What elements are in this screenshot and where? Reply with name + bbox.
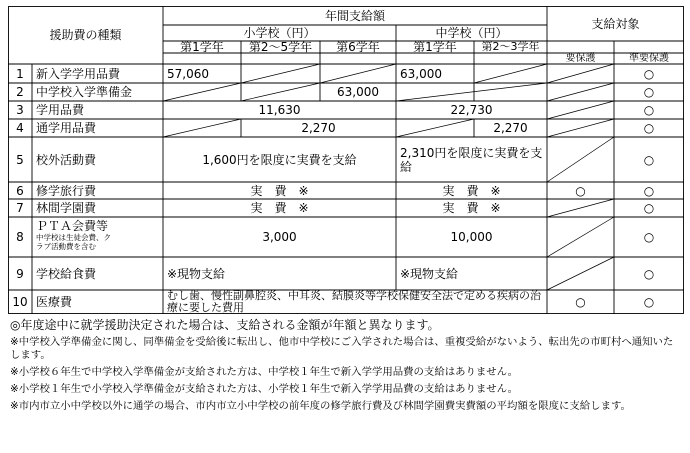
amount-junior: 22,730 (450, 103, 493, 117)
note-grade1: ※小学校１年生で小学校入学準備金が支給された方は、小学校１年生で新入学学用品費の支給はありません。 (10, 383, 519, 395)
row-name: 学校給食費 (36, 266, 97, 281)
type-column-header: 援助費の種類 (49, 28, 122, 42)
semi-mark: ○ (643, 85, 655, 99)
amount-elementary: ※現物支給 (167, 266, 226, 281)
row-name: 林間学園費 (36, 201, 97, 215)
row-number: 9 (16, 266, 24, 281)
amount-elementary: 3,000 (262, 230, 297, 244)
grade-elem-6: 第6学年 (336, 40, 380, 54)
row-number: 6 (16, 183, 24, 198)
amount-junior: 10,000 (450, 230, 493, 244)
target-header: 支給対象 (591, 16, 640, 31)
note-prorated: ◎年度途中に就学援助決定された場合は、支給される金額が年額と異なります。 (10, 318, 440, 332)
row-name: 学用品費 (36, 103, 85, 117)
semi-mark: ○ (643, 183, 655, 198)
row-name: 中学校入学準備金 (36, 85, 133, 99)
target-semi: 準要保護 (629, 52, 669, 64)
row-name: 新入学学用品費 (36, 66, 121, 81)
semi-mark: ○ (643, 295, 655, 309)
semi-mark: ○ (643, 266, 655, 281)
amount-junior: 実 費 ※ (442, 201, 501, 215)
grade-elem-2-5: 第2～5学年 (248, 40, 313, 54)
semi-mark: ○ (643, 201, 655, 215)
amount-junior: 実 費 ※ (442, 183, 501, 198)
row-number: 2 (16, 85, 24, 99)
semi-mark: ○ (643, 121, 655, 135)
row-number: 8 (16, 230, 24, 244)
required-mark: ○ (575, 295, 586, 309)
semi-mark: ○ (643, 66, 655, 81)
amount-junior: 2,270 (493, 121, 528, 135)
amount-junior: 2,310円を限度に実費を支給 (400, 145, 543, 174)
required-mark: ○ (575, 183, 586, 198)
grade-junior-1: 第1学年 (413, 40, 457, 54)
amount-elementary: 実 費 ※ (250, 183, 309, 198)
amount-elementary: 11,630 (258, 103, 301, 117)
amount-elementary: 1,600円を限度に実費を支給 (202, 152, 357, 167)
row-name: 修学旅行費 (36, 183, 97, 198)
semi-mark: ○ (643, 230, 655, 244)
row-number: 4 (16, 121, 24, 135)
row-number: 5 (16, 152, 24, 167)
grade-elem-1: 第1学年 (180, 40, 224, 54)
row-number: 3 (16, 103, 24, 117)
row-number: 1 (16, 66, 24, 81)
row-name-block (32, 219, 163, 255)
target-required: 要保護 (565, 52, 596, 64)
amount-elem-g1: 57,060 (167, 66, 209, 81)
junior-header: 中学校（円） (435, 26, 508, 40)
row-number: 10 (12, 295, 28, 309)
note-transfer: ※中学校入学準備金に関し、同準備金を受給後に転出し、他市中学校にご入学された場合は、重複受給がないよう、転出先の市町村へ通知いたします。 (10, 336, 674, 361)
row-number: 7 (16, 201, 24, 215)
note-outside-school: ※市内市立小中学校以外に通学の場合、市内市立小中学校の前年度の修学旅行費及び林間学園費実費額の平均額を限度に支給します。 (10, 400, 631, 412)
elementary-header: 小学校（円） (243, 26, 316, 40)
row-name: 校外活動費 (36, 152, 97, 167)
note-grade6: ※小学校６年生で中学校入学準備金が支給された方は、中学校１年生で新入学学用品費の支給はありません。 (10, 366, 519, 378)
row-name: 医療費 (36, 295, 73, 309)
amount-junior: ※現物支給 (400, 266, 459, 281)
amount-elementary: 2,270 (301, 121, 336, 135)
annual-amount-header: 年間支給額 (324, 8, 385, 23)
row-name: 通学用品費 (36, 121, 97, 135)
amount-elementary: 実 費 ※ (250, 201, 309, 215)
semi-mark: ○ (643, 152, 655, 167)
row-name: ＰＴＡ会費等 (36, 219, 109, 233)
aid-table (8, 6, 684, 314)
amount-elem-g6: 63,000 (337, 85, 379, 99)
medical-description: むし歯、慢性副鼻腔炎、中耳炎、結膜炎等学校保健安全法で定める疾病の治療に要した費用 (167, 289, 541, 314)
amount-junior-g1: 63,000 (400, 66, 442, 81)
row-subnote: 中学校は生徒会費、クラブ活動費を含む (36, 233, 111, 251)
grade-junior-2-3: 第2～3学年 (481, 40, 540, 53)
semi-mark: ○ (643, 103, 655, 117)
notes-block (10, 318, 682, 417)
